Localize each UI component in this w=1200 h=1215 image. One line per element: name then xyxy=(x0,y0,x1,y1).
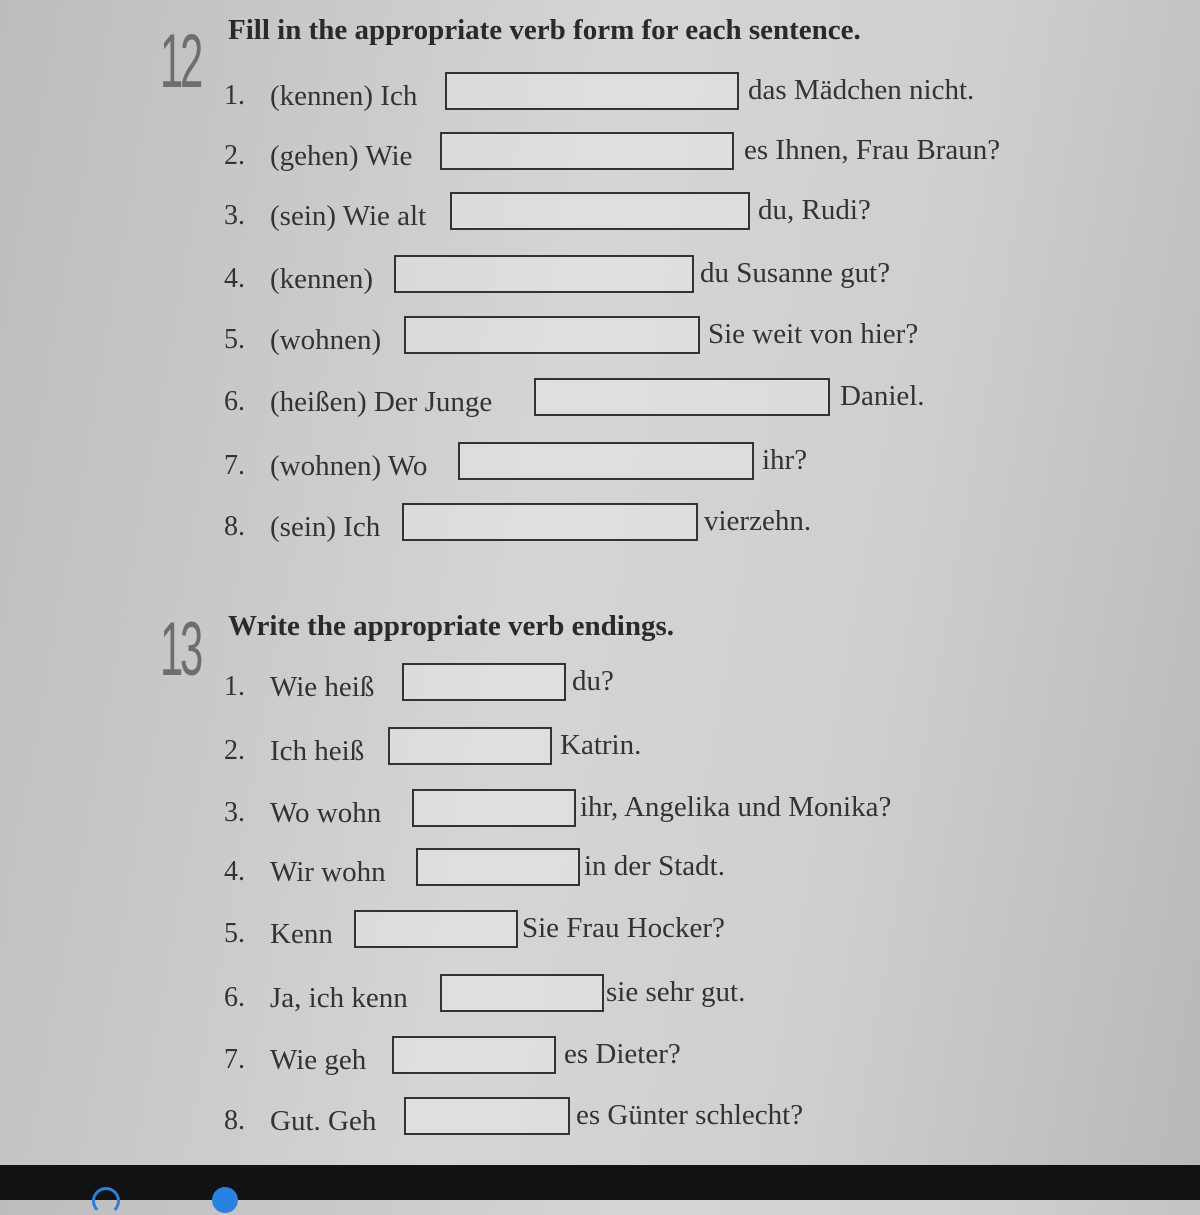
taskbar xyxy=(0,1165,1200,1200)
item-number: 7. xyxy=(224,1044,245,1075)
answer-box[interactable] xyxy=(404,1097,570,1135)
item-number: 5. xyxy=(224,918,245,949)
sentence-end: es Ihnen, Frau Braun? xyxy=(744,134,1001,166)
item-number: 6. xyxy=(224,982,245,1013)
sentence-start: Ja, ich kenn xyxy=(270,982,408,1014)
edge-icon[interactable] xyxy=(92,1187,120,1215)
answer-box[interactable] xyxy=(440,974,604,1012)
sentence-end: ihr? xyxy=(762,444,808,476)
sentence-end: es Dieter? xyxy=(564,1038,681,1070)
answer-box[interactable] xyxy=(392,1036,556,1074)
item-number: 8. xyxy=(224,1105,245,1136)
sentence-start: Kenn xyxy=(270,918,333,950)
sentence-start: Wie heiß xyxy=(270,671,375,703)
item-number: 8. xyxy=(224,511,245,542)
sentence-start: Gut. Geh xyxy=(270,1105,377,1137)
sentence-end: Katrin. xyxy=(560,729,642,761)
answer-box[interactable] xyxy=(402,503,698,541)
sentence-start: (heißen) Der Junge xyxy=(270,386,493,418)
answer-box[interactable] xyxy=(445,72,739,110)
answer-box[interactable] xyxy=(354,910,518,948)
sentence-start: (wohnen) xyxy=(270,324,382,356)
answer-box[interactable] xyxy=(388,727,552,765)
sentence-end: es Günter schlecht? xyxy=(576,1099,804,1131)
sentence-start: Ich heiß xyxy=(270,735,365,767)
sentence-start: (kennen) xyxy=(270,263,374,295)
sentence-start: Wir wohn xyxy=(270,856,386,888)
item-number: 3. xyxy=(224,797,245,828)
answer-box[interactable] xyxy=(394,255,694,293)
exercise-12-number: 12 xyxy=(160,19,200,104)
answer-box[interactable] xyxy=(402,663,566,701)
sentence-end: du? xyxy=(572,665,614,697)
sentence-start: Wo wohn xyxy=(270,797,382,829)
sentence-start: (gehen) Wie xyxy=(270,140,413,172)
item-number: 1. xyxy=(224,671,245,702)
item-number: 6. xyxy=(224,386,245,417)
sentence-end: sie sehr gut. xyxy=(606,976,746,1008)
sentence-end: ihr, Angelika und Monika? xyxy=(580,791,892,823)
answer-box[interactable] xyxy=(534,378,830,416)
app-icon[interactable] xyxy=(212,1187,238,1213)
sentence-end: das Mädchen nicht. xyxy=(748,74,975,106)
answer-box[interactable] xyxy=(450,192,750,230)
answer-box[interactable] xyxy=(458,442,754,480)
sentence-end: vierzehn. xyxy=(704,505,812,537)
item-number: 2. xyxy=(224,735,245,766)
sentence-start: (sein) Wie alt xyxy=(270,200,427,232)
item-number: 2. xyxy=(224,140,245,171)
item-number: 4. xyxy=(224,856,245,887)
exercise-13-title: Write the appropriate verb endings. xyxy=(228,610,675,642)
item-number: 3. xyxy=(224,200,245,231)
answer-box[interactable] xyxy=(412,789,576,827)
sentence-end: Daniel. xyxy=(840,380,925,412)
sentence-end: du Susanne gut? xyxy=(700,257,891,289)
sentence-end: Sie Frau Hocker? xyxy=(522,912,725,944)
sentence-start: (sein) Ich xyxy=(270,511,381,543)
sentence-end: Sie weit von hier? xyxy=(708,318,919,350)
sentence-end: in der Stadt. xyxy=(584,850,725,882)
item-number: 1. xyxy=(224,80,245,111)
sentence-start: Wie geh xyxy=(270,1044,367,1076)
sentence-start: (kennen) Ich xyxy=(270,80,418,112)
exercise-12-title: Fill in the appropriate verb form for each sentence. xyxy=(228,14,861,46)
exercise-13-number: 13 xyxy=(160,607,200,692)
item-number: 7. xyxy=(224,450,245,481)
item-number: 4. xyxy=(224,263,245,294)
answer-box[interactable] xyxy=(404,316,700,354)
answer-box[interactable] xyxy=(416,848,580,886)
sentence-end: du, Rudi? xyxy=(758,194,871,226)
sentence-start: (wohnen) Wo xyxy=(270,450,428,482)
item-number: 5. xyxy=(224,324,245,355)
answer-box[interactable] xyxy=(440,132,734,170)
